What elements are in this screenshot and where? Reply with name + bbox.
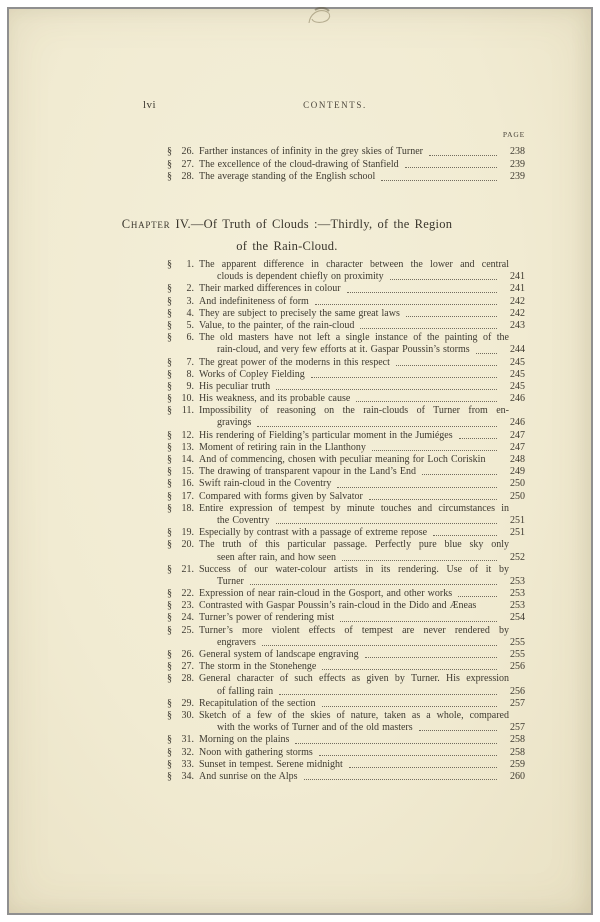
- entry-title: Expression of near rain-cloud in the Gosport, and other works: [199, 588, 453, 600]
- dotted-leader: [342, 559, 497, 561]
- section-mark: §: [167, 734, 172, 746]
- page-number: 255: [510, 649, 525, 660]
- page-number: 255: [510, 636, 525, 648]
- page-number: 241: [510, 271, 525, 283]
- section-mark: §: [167, 612, 172, 624]
- toc-entry-line: [167, 442, 525, 454]
- toc-main-list: [167, 259, 525, 783]
- section-number: 17.: [181, 490, 194, 502]
- page-number: 257: [510, 697, 525, 709]
- chapter-heading-line1: [107, 213, 467, 235]
- dotted-leader: [405, 166, 497, 168]
- toc-entry-line: [167, 503, 525, 515]
- entry-title: And of commencing, chosen with peculiar meaning for Loch Coriskin: [199, 454, 486, 465]
- dotted-leader: [406, 315, 497, 317]
- entry-title: Sketch of a few of the skies of nature, taken as a whole, compared: [199, 709, 509, 721]
- section-number: 3.: [186, 295, 194, 307]
- entry-title: Compared with forms given by Salvator: [199, 490, 363, 502]
- entry-title: The great power of the moderns in this respect: [199, 356, 390, 368]
- page-number: 253: [510, 600, 525, 612]
- dotted-leader: [429, 154, 497, 156]
- dotted-leader: [319, 754, 497, 756]
- entry-title: Turner’s more violent effects of tempest are never rendered by: [199, 624, 509, 636]
- dotted-leader: [372, 449, 497, 451]
- page-number: 246: [510, 393, 525, 405]
- dotted-leader: [347, 291, 497, 293]
- toc-entry-line: [167, 600, 525, 612]
- dotted-leader: [396, 364, 497, 366]
- dotted-leader: [340, 620, 497, 622]
- toc-entry-line: [167, 625, 525, 637]
- page-number: 251: [510, 527, 525, 539]
- section-mark: §: [167, 770, 172, 782]
- section-mark: §: [167, 588, 172, 600]
- book-page: [7, 7, 593, 915]
- section-mark: §: [167, 709, 172, 721]
- entry-title: The excellence of the cloud-drawing of Stanfield: [199, 158, 399, 170]
- section-mark: §: [167, 441, 172, 453]
- entry-title: They are subject to precisely the same great laws: [199, 307, 400, 319]
- toc-entry-line: [167, 417, 525, 429]
- dotted-leader: [476, 352, 497, 354]
- entry-title: gravings: [217, 417, 252, 429]
- section-number: 1.: [186, 259, 194, 270]
- dotted-leader: [315, 303, 497, 305]
- dotted-leader: [458, 595, 497, 597]
- entry-title: Noon with gathering storms: [199, 746, 313, 758]
- toc-entry-line: [167, 527, 525, 539]
- entry-title: Their marked differences in colour: [199, 283, 341, 295]
- dotted-leader: [482, 608, 497, 609]
- dotted-leader: [250, 583, 497, 585]
- page-number: 246: [510, 417, 525, 429]
- entry-title: The storm in the Stonehenge: [199, 661, 317, 673]
- dotted-leader: [257, 425, 497, 427]
- section-number: 26.: [181, 649, 194, 660]
- section-number: 27.: [181, 661, 194, 673]
- toc-entry-line: [167, 369, 525, 381]
- dotted-leader: [390, 278, 497, 280]
- toc-entry-line: [167, 734, 525, 746]
- entry-title: Especially by contrast with a passage of extreme repose: [199, 527, 428, 539]
- section-mark: §: [167, 380, 172, 392]
- dotted-leader: [422, 473, 497, 475]
- section-mark: §: [167, 624, 172, 636]
- page-number: 244: [510, 344, 525, 356]
- section-number: 21.: [181, 563, 194, 575]
- section-number: 4.: [186, 307, 194, 319]
- entry-title: the Coventry: [217, 514, 270, 526]
- entry-title: seen after rain, and how seen: [217, 551, 337, 563]
- toc-entry-line: [167, 552, 525, 564]
- chapter-heading-line2: of the Rain-Cloud.: [236, 239, 338, 253]
- entry-title: rain-cloud, and very few efforts at it. Gaspar Poussin’s storms: [217, 344, 470, 356]
- page-number: 253: [510, 588, 525, 600]
- page-number: 245: [510, 356, 525, 368]
- entry-title: Entire expression of tempest by minute touches and circumstances in: [199, 502, 509, 514]
- section-number: 28.: [181, 171, 194, 183]
- section-mark: §: [167, 527, 172, 539]
- entry-title: Impossibility of reasoning on the rain-clouds of Turner from en-: [199, 405, 509, 417]
- section-mark: §: [167, 539, 172, 551]
- section-mark: §: [167, 405, 172, 417]
- toc-entry-line: [167, 649, 525, 661]
- entry-title: Contrasted with Gaspar Poussin’s rain-cloud in the Dido and Æneas: [199, 600, 477, 612]
- dotted-leader: [360, 327, 497, 329]
- section-mark: §: [167, 758, 172, 770]
- entry-title: Value, to the painter, of the rain-cloud: [199, 319, 355, 331]
- toc-entry-line: [167, 576, 525, 588]
- section-mark: §: [167, 283, 172, 295]
- page-number: 238: [510, 146, 525, 157]
- chapter-word: Chapter: [121, 217, 171, 231]
- entry-title: The truth of this particular passage. Perfectly pure blue sky only: [199, 539, 509, 551]
- toc-entry-line: [167, 454, 525, 466]
- toc-entry-line: [167, 320, 525, 332]
- section-number: 8.: [186, 368, 194, 380]
- page-number: 251: [510, 514, 525, 526]
- toc-top-list: [167, 146, 525, 184]
- section-number: 20.: [181, 539, 194, 551]
- toc-entry-line: [167, 357, 525, 369]
- toc-entry-line: [167, 515, 525, 527]
- toc-entry-line: [167, 466, 525, 478]
- dotted-leader: [491, 462, 497, 463]
- dotted-leader: [459, 437, 497, 439]
- section-mark: §: [167, 478, 172, 490]
- toc-entry-line: [167, 478, 525, 490]
- toc-entry-line: [167, 159, 525, 172]
- page-number: 242: [510, 307, 525, 319]
- section-mark: §: [167, 673, 172, 685]
- section-number: 2.: [186, 283, 194, 295]
- dotted-leader: [419, 729, 497, 731]
- dotted-leader: [311, 376, 497, 378]
- section-mark: §: [167, 332, 172, 344]
- section-number: 11.: [181, 405, 194, 417]
- page-number: 242: [510, 295, 525, 307]
- toc-entry-line: [167, 637, 525, 649]
- dotted-leader: [349, 766, 497, 768]
- section-number: 14.: [181, 454, 194, 465]
- dotted-leader: [365, 656, 497, 658]
- entry-title: Swift rain-cloud in the Coventry: [199, 478, 332, 490]
- section-number: 22.: [181, 588, 194, 600]
- section-mark: §: [167, 649, 172, 660]
- ink-smudge-mark: [305, 7, 339, 29]
- entry-title: clouds is dependent chiefly on proximity: [217, 271, 384, 283]
- entry-title: Works of Copley Fielding: [199, 368, 305, 380]
- section-number: 19.: [181, 527, 194, 539]
- section-number: 25.: [181, 624, 194, 636]
- entry-title: General character of such effects as given by Turner. His expression: [199, 673, 509, 685]
- page-number: 254: [510, 612, 525, 624]
- page-number: 256: [510, 685, 525, 697]
- toc-entry-line: [167, 686, 525, 698]
- toc-entry-line: [167, 771, 525, 783]
- entry-title: His peculiar truth: [199, 380, 271, 392]
- entry-title: His rendering of Fielding’s particular moment in the Jumiéges: [199, 429, 453, 441]
- section-number: 33.: [181, 758, 194, 770]
- entry-title: General system of landscape engraving: [199, 649, 359, 660]
- entry-title: with the works of Turner and of the old masters: [217, 722, 413, 734]
- section-mark: §: [167, 171, 172, 183]
- section-mark: §: [167, 600, 172, 612]
- section-mark: §: [167, 393, 172, 405]
- section-number: 10.: [181, 393, 194, 405]
- toc-entry-line: [167, 759, 525, 771]
- page-number: 248: [510, 454, 525, 465]
- section-number: 34.: [181, 770, 194, 782]
- section-mark: §: [167, 490, 172, 502]
- toc-entry-line: [167, 332, 525, 344]
- section-number: 5.: [186, 319, 194, 331]
- toc-entry-line: [167, 344, 525, 356]
- page-number: 258: [510, 746, 525, 758]
- section-number: 18.: [181, 502, 194, 514]
- section-number: 30.: [181, 709, 194, 721]
- toc-entry-line: [167, 259, 525, 271]
- section-mark: §: [167, 563, 172, 575]
- entry-title: The apparent difference in character between the lower and central: [199, 259, 509, 270]
- section-mark: §: [167, 466, 172, 478]
- toc-entry-line: [167, 271, 525, 283]
- toc-entry-line: [167, 430, 525, 442]
- page-number: 247: [510, 441, 525, 453]
- entry-title: The old masters have not left a single instance of the painting of the: [199, 332, 509, 344]
- toc-entry-line: [167, 747, 525, 759]
- section-number: 13.: [181, 441, 194, 453]
- page-number: 250: [510, 478, 525, 490]
- section-number: 26.: [181, 146, 194, 157]
- entry-title: Turner’s power of rendering mist: [199, 612, 335, 624]
- section-mark: §: [167, 429, 172, 441]
- page-number: 259: [510, 758, 525, 770]
- section-number: 7.: [186, 356, 194, 368]
- entry-title: of falling rain: [217, 685, 274, 697]
- toc-entry-line: [167, 564, 525, 576]
- dotted-leader: [276, 522, 497, 524]
- dotted-leader: [322, 705, 498, 707]
- page-number: 239: [510, 158, 525, 170]
- page-number: 253: [510, 575, 525, 587]
- toc-entry-line: [167, 405, 525, 417]
- toc-entry-line: [167, 308, 525, 320]
- page-number: 243: [510, 319, 525, 331]
- page-number: 260: [510, 770, 525, 782]
- section-number: 27.: [181, 158, 194, 170]
- toc-entry-line: [167, 381, 525, 393]
- page-number: 247: [510, 429, 525, 441]
- section-mark: §: [167, 259, 172, 270]
- section-number: 23.: [181, 600, 194, 612]
- page-number: 257: [510, 722, 525, 734]
- toc-entry-line: [167, 296, 525, 308]
- entry-title: The drawing of transparent vapour in the Land’s End: [199, 466, 416, 478]
- dotted-leader: [337, 486, 497, 488]
- section-mark: §: [167, 697, 172, 709]
- section-mark: §: [167, 454, 172, 465]
- dotted-leader: [295, 742, 497, 744]
- page-column-label: PAGE: [502, 130, 525, 139]
- section-mark: §: [167, 319, 172, 331]
- dotted-leader: [262, 644, 497, 646]
- toc-entry-line: [167, 612, 525, 624]
- section-number: 24.: [181, 612, 194, 624]
- chapter-heading: [107, 213, 467, 257]
- entry-title: His weakness, and its probable cause: [199, 393, 351, 405]
- section-mark: §: [167, 158, 172, 170]
- page-number: 241: [510, 283, 525, 295]
- toc-entry-line: [167, 710, 525, 722]
- entry-title: engravers: [217, 636, 256, 648]
- section-mark: §: [167, 146, 172, 157]
- page-number: 245: [510, 380, 525, 392]
- toc-entry-line: [167, 491, 525, 503]
- dotted-leader: [276, 388, 497, 390]
- section-number: 15.: [181, 466, 194, 478]
- toc-entry-line: [167, 146, 525, 159]
- entry-title: Turner: [217, 575, 244, 587]
- toc-entry-line: [167, 588, 525, 600]
- section-number: 12.: [181, 429, 194, 441]
- toc-entry-line: [167, 661, 525, 673]
- entry-title: Sunset in tempest. Serene midnight: [199, 758, 343, 770]
- toc-entry-line: [167, 722, 525, 734]
- dotted-leader: [322, 668, 497, 670]
- entry-title: And indefiniteness of form: [199, 295, 309, 307]
- section-number: 31.: [181, 734, 194, 746]
- section-mark: §: [167, 502, 172, 514]
- section-mark: §: [167, 661, 172, 673]
- page-number: 252: [510, 551, 525, 563]
- section-number: 29.: [181, 697, 194, 709]
- toc-entry-line: [167, 283, 525, 295]
- section-number: 32.: [181, 746, 194, 758]
- page-number: 250: [510, 490, 525, 502]
- dotted-leader: [433, 534, 497, 536]
- section-number: 16.: [181, 478, 194, 490]
- chapter-title-rest: IV.—Of Truth of Clouds :—Thirdly, of the Region: [170, 217, 453, 231]
- dotted-leader: [381, 179, 497, 181]
- section-number: 6.: [186, 332, 194, 344]
- section-mark: §: [167, 307, 172, 319]
- entry-title: The average standing of the English school: [199, 171, 376, 183]
- dotted-leader: [369, 498, 497, 500]
- section-number: 28.: [181, 673, 194, 685]
- entry-title: Morning on the plains: [199, 734, 290, 746]
- entry-title: Moment of retiring rain in the Llanthony: [199, 441, 366, 453]
- section-mark: §: [167, 356, 172, 368]
- entry-title: Recapitulation of the section: [199, 697, 316, 709]
- page-number: 239: [510, 171, 525, 183]
- toc-entry-line: [167, 171, 525, 184]
- entry-title: And sunrise on the Alps: [199, 770, 298, 782]
- section-mark: §: [167, 368, 172, 380]
- running-title: CONTENTS.: [303, 100, 367, 110]
- dotted-leader: [304, 778, 497, 780]
- toc-entry-line: [167, 698, 525, 710]
- section-mark: §: [167, 295, 172, 307]
- page-number: 258: [510, 734, 525, 746]
- section-mark: §: [167, 746, 172, 758]
- dotted-leader: [279, 693, 497, 695]
- page-number: 245: [510, 368, 525, 380]
- toc-entry-line: [167, 539, 525, 551]
- toc-entry-line: [167, 393, 525, 405]
- page-number: 256: [510, 661, 525, 673]
- folio-number: lvi: [143, 99, 157, 111]
- toc-entry-line: [167, 673, 525, 685]
- entry-title: Success of our water-colour artists in its rendering. Use of it by: [199, 563, 509, 575]
- entry-title: Farther instances of infinity in the grey skies of Turner: [199, 146, 423, 157]
- dotted-leader: [356, 400, 497, 402]
- page-number: 249: [510, 466, 525, 478]
- section-number: 9.: [186, 380, 194, 392]
